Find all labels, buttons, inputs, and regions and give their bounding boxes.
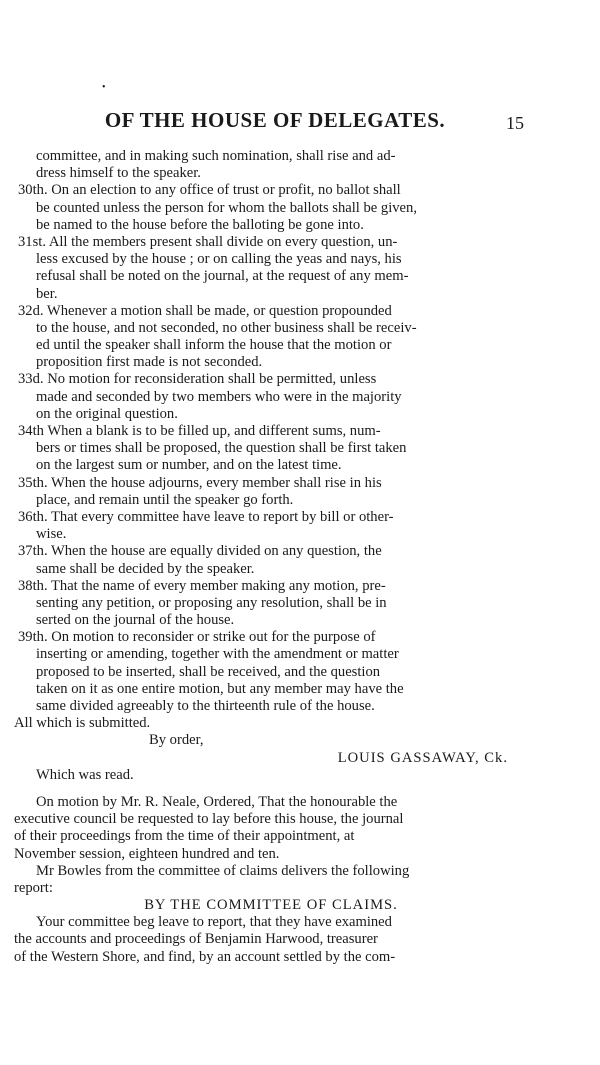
text-line: LOUIS GASSAWAY, Ck.	[337, 749, 508, 766]
text-line: 39th. On motion to reconsider or strike out for the purpose of	[18, 629, 376, 646]
text-line: bers or times shall be proposed, the question shall be first taken	[36, 440, 407, 457]
text-line	[14, 784, 528, 794]
text-line: All which is submitted.	[14, 715, 151, 732]
text-line: Mr Bowles from the committee of claims delivers the following	[36, 862, 410, 879]
text-line: be named to the house before the balloting be gone into.	[36, 216, 364, 233]
text-line: committee, and in making such nomination, shall rise and ad-	[36, 148, 396, 164]
text-line: 36th. That every committee have leave to report by bill or other-	[18, 508, 394, 525]
text-line: ber.	[36, 285, 58, 302]
text-line: serted on the journal of the house.	[36, 612, 235, 629]
text-line: the accounts and proceedings of Benjamin Harwood, treasurer	[14, 931, 378, 948]
text-line: 37th. When the house are equally divided on any question, the	[18, 543, 382, 560]
text-line: 38th. That the name of every member making any motion, pre-	[18, 577, 386, 594]
text-line: refusal shall be noted on the journal, at the request of any mem-	[36, 268, 409, 285]
text-line: ed until the speaker shall inform the house that the motion or	[36, 337, 392, 354]
text-line: report:	[14, 879, 53, 896]
text-line: Which was read.	[36, 766, 134, 783]
body-text	[14, 148, 528, 966]
text-line: taken on it as one entire motion, but any member may have the	[36, 680, 404, 697]
text-line: BY THE COMMITTEE OF CLAIMS.	[144, 897, 398, 914]
text-line: same shall be decided by the speaker.	[36, 560, 255, 577]
text-line: less excused by the house ; or on calling the yeas and nays, his	[36, 251, 402, 268]
text-line: inserting or amending, together with the amendment or matter	[36, 646, 399, 663]
text-line: on the original question.	[36, 405, 178, 422]
text-line: same divided agreeably to the thirteenth rule of the house.	[36, 698, 375, 714]
text-line: wise.	[36, 526, 67, 543]
text-line: be counted unless the person for whom the ballots shall be given,	[36, 199, 417, 216]
page-number: 15	[506, 113, 524, 133]
print-mark: •	[102, 82, 106, 93]
text-line: proposition first made is not seconded.	[36, 354, 263, 371]
text-line: 34th When a blank is to be filled up, and different sums, num-	[18, 423, 381, 439]
text-line: executive council be requested to lay before this house, the journal	[14, 811, 404, 828]
text-line: dress himself to the speaker.	[36, 165, 201, 182]
text-line: on the largest sum or number, and on the latest time.	[36, 457, 342, 474]
text-line: November session, eighteen hundred and ten.	[14, 845, 280, 862]
text-line: By order,	[149, 732, 204, 749]
text-line: of their proceedings from the time of their appointment, at	[14, 828, 355, 845]
text-line: 30th. On an election to any office of trust or profit, no ballot shall	[18, 182, 401, 199]
text-line: 32d. Whenever a motion shall be made, or question propounded	[18, 302, 392, 319]
text-line: of the Western Shore, and find, by an account settled by the com-	[14, 948, 396, 965]
running-header: OF THE HOUSE OF DELEGATES.	[104, 108, 446, 132]
text-line: senting any petition, or proposing any resolution, shall be in	[36, 594, 387, 611]
text-line: Your committee beg leave to report, that they have examined	[36, 914, 392, 931]
text-line: 33d. No motion for reconsideration shall be permitted, unless	[18, 371, 377, 388]
text-line: 31st. All the members present shall divide on every question, un-	[18, 233, 398, 250]
text-line: place, and remain until the speaker go forth.	[36, 491, 294, 508]
text-line: 35th. When the house adjourns, every member shall rise in his	[18, 474, 382, 491]
text-line: to the house, and not seconded, no other business shall be receiv-	[36, 319, 417, 336]
text-line: made and seconded by two members who were in the majority	[36, 388, 402, 405]
text-line: On motion by Mr. R. Neale, Ordered, That the honourable the	[36, 793, 398, 810]
text-line: proposed to be inserted, shall be received, and the question	[36, 663, 381, 680]
